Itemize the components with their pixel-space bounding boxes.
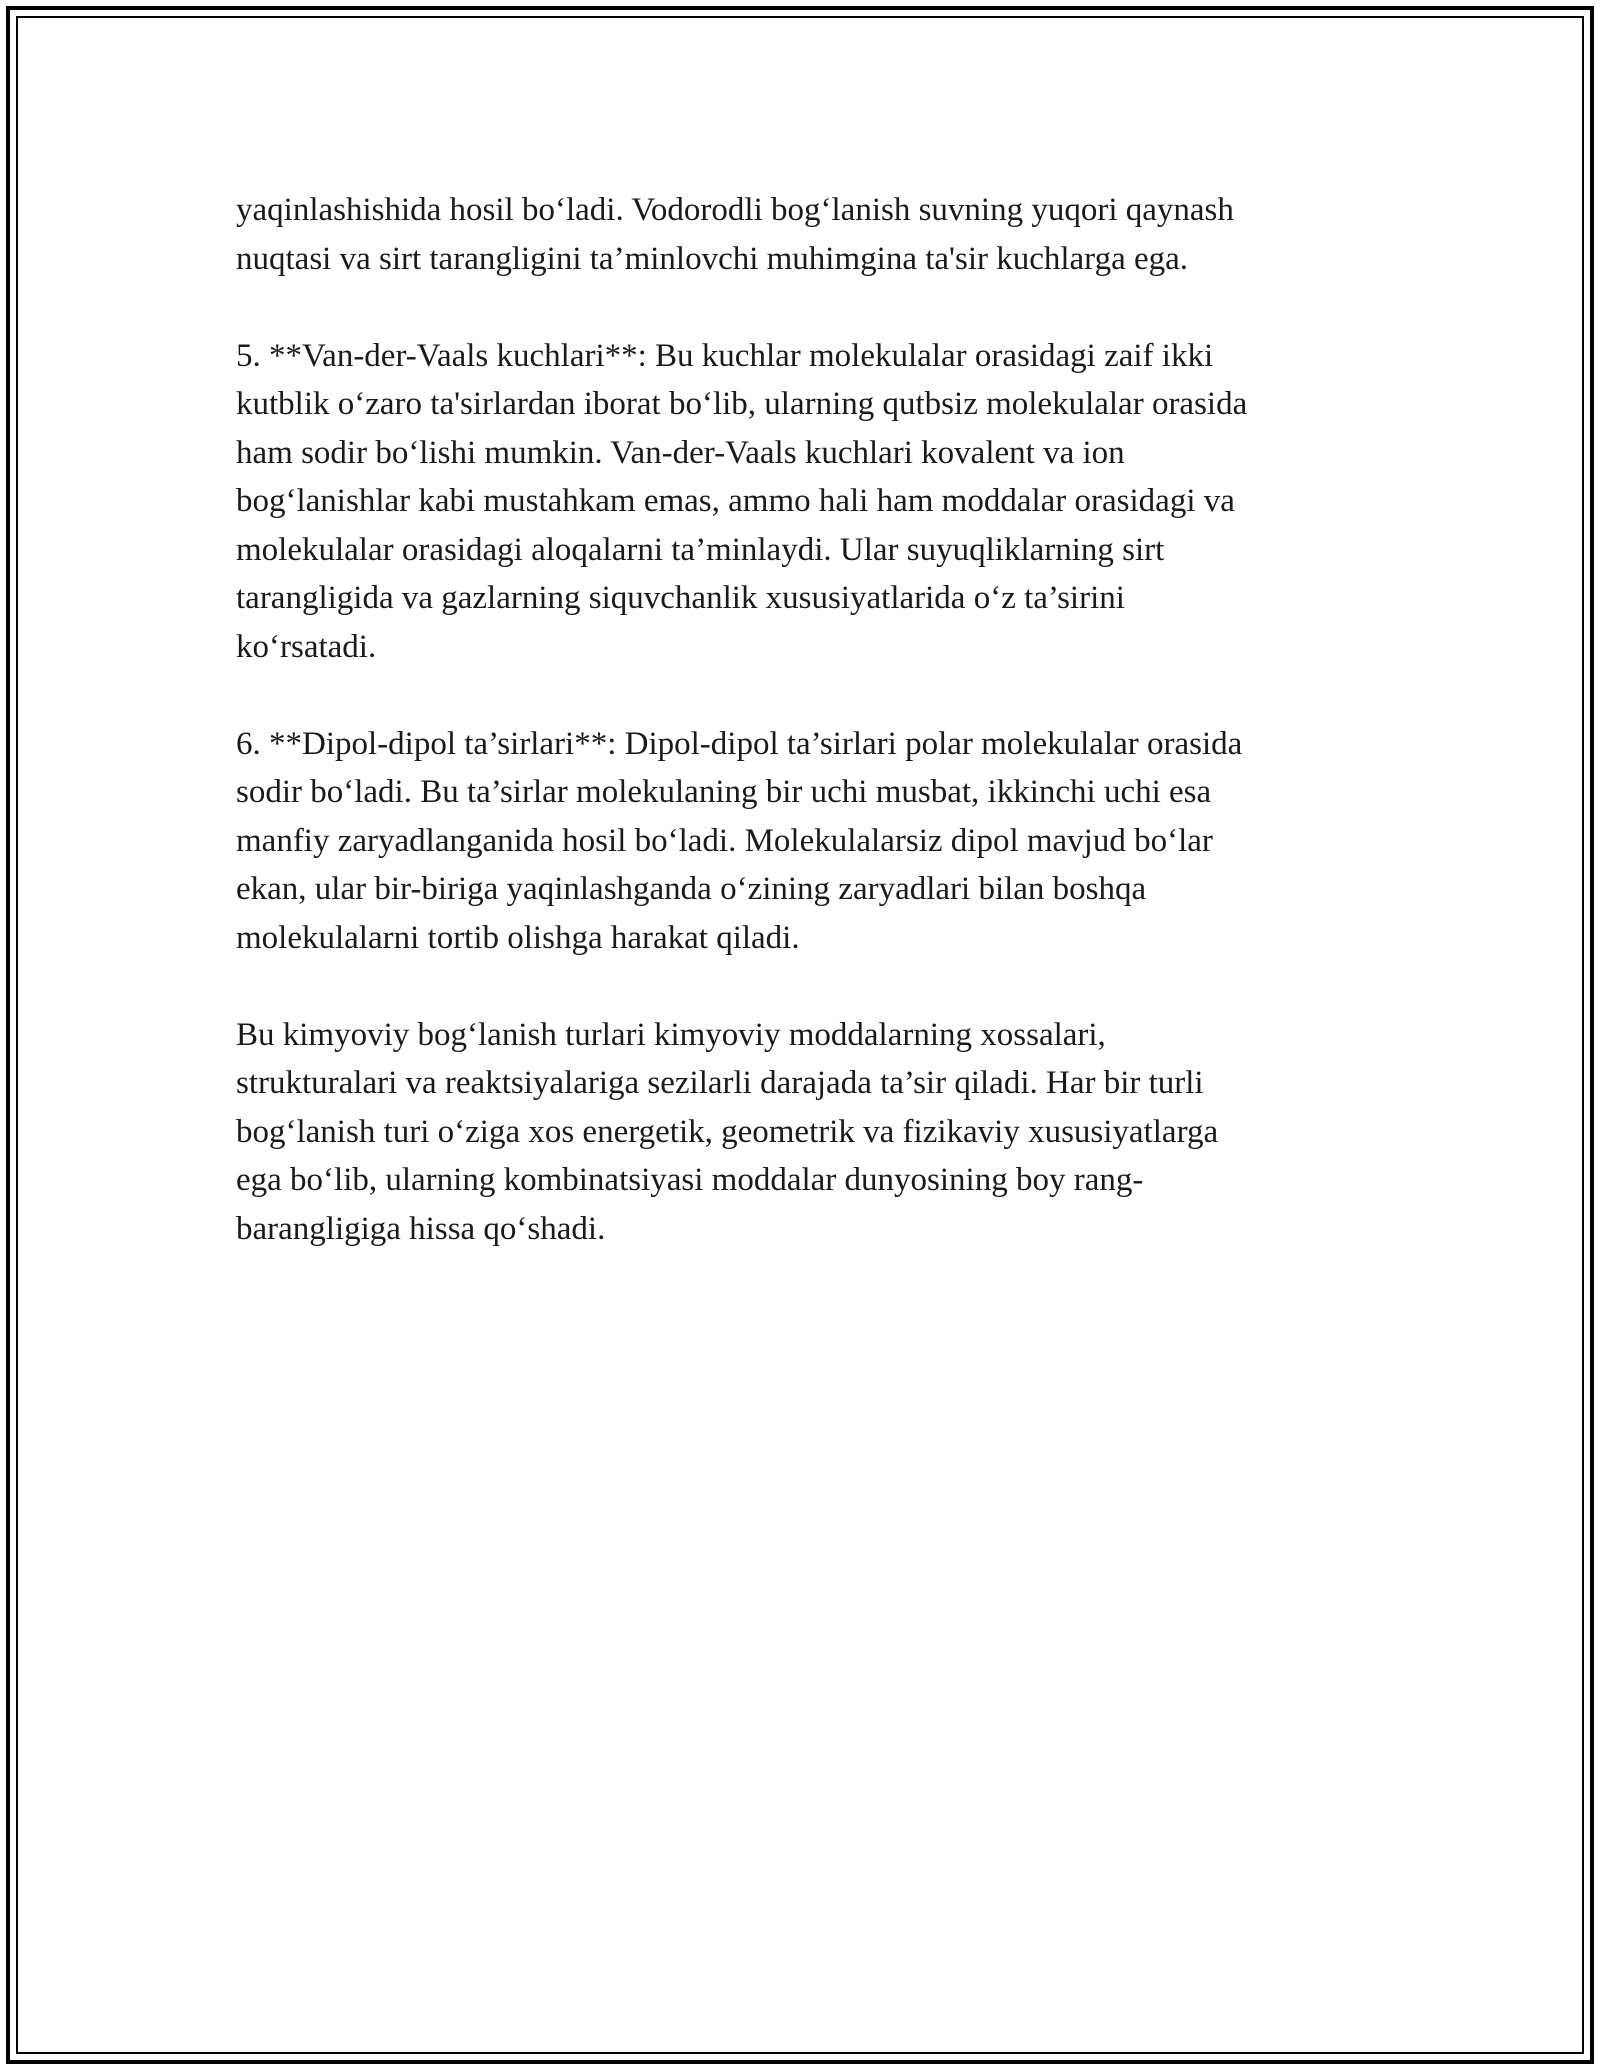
paragraph-hydrogen-bond-continuation: yaqinlashishida hosil bo‘ladi. Vodorodli bog‘lanish suvning yuqori qaynash nuqtasi va sirt tarangligini ta’minlovchi muhimgina ta'sir kuchlarga ega. <box>236 192 1234 277</box>
document-body <box>236 186 1386 1302</box>
paragraph-dipole-dipole: 6. **Dipol-dipol ta’sirlari**: Dipol-dipol ta’sirlari polar molekulalar orasida sodir bo‘ladi. Bu ta’sirlar molekulaning bir uchi musbat, ikkinchi uchi esa manfiy zaryadlanganida hosil bo‘ladi. Molekulalarsiz dipol mavjud bo‘lar ekan, ular bir-biriga yaqinlashganda o‘zining zaryadlari bilan boshqa molekulalarni tortib olishga harakat qiladi. <box>236 725 1243 956</box>
paragraph-van-der-waals: 5. **Van-der-Vaals kuchlari**: Bu kuchlar molekulalar orasidagi zaif ikki kutblik o‘zaro ta'sirlardan iborat bo‘lib, ularning qutbsiz molekulalar orasida ham sodir bo‘lishi mumkin. Van-der-Vaals kuchlari kovalent va ion bog‘lanishlar kabi mustahkam emas, ammo hali ham moddalar orasidagi va molekulalar orasidagi aloqalarni ta’minlaydi. Ular suyuqliklarning sirt tarangligida va gazlarning siquvchanlik xususiyatlarida o‘z ta’sirini ko‘rsatadi. <box>236 337 1248 665</box>
paragraph-conclusion: Bu kimyoviy bog‘lanish turlari kimyoviy moddalarning xossalari, strukturalari va reaktsiyalariga sezilarli darajada ta’sir qiladi. Har bir turli bog‘lanish turi o‘ziga xos energetik, geometrik va fizikaviy xususiyatlarga ega bo‘lib, ularning kombinatsiyasi moddalar dunyosining boy rang- barangligiga hissa qo‘shadi. <box>236 1016 1219 1247</box>
